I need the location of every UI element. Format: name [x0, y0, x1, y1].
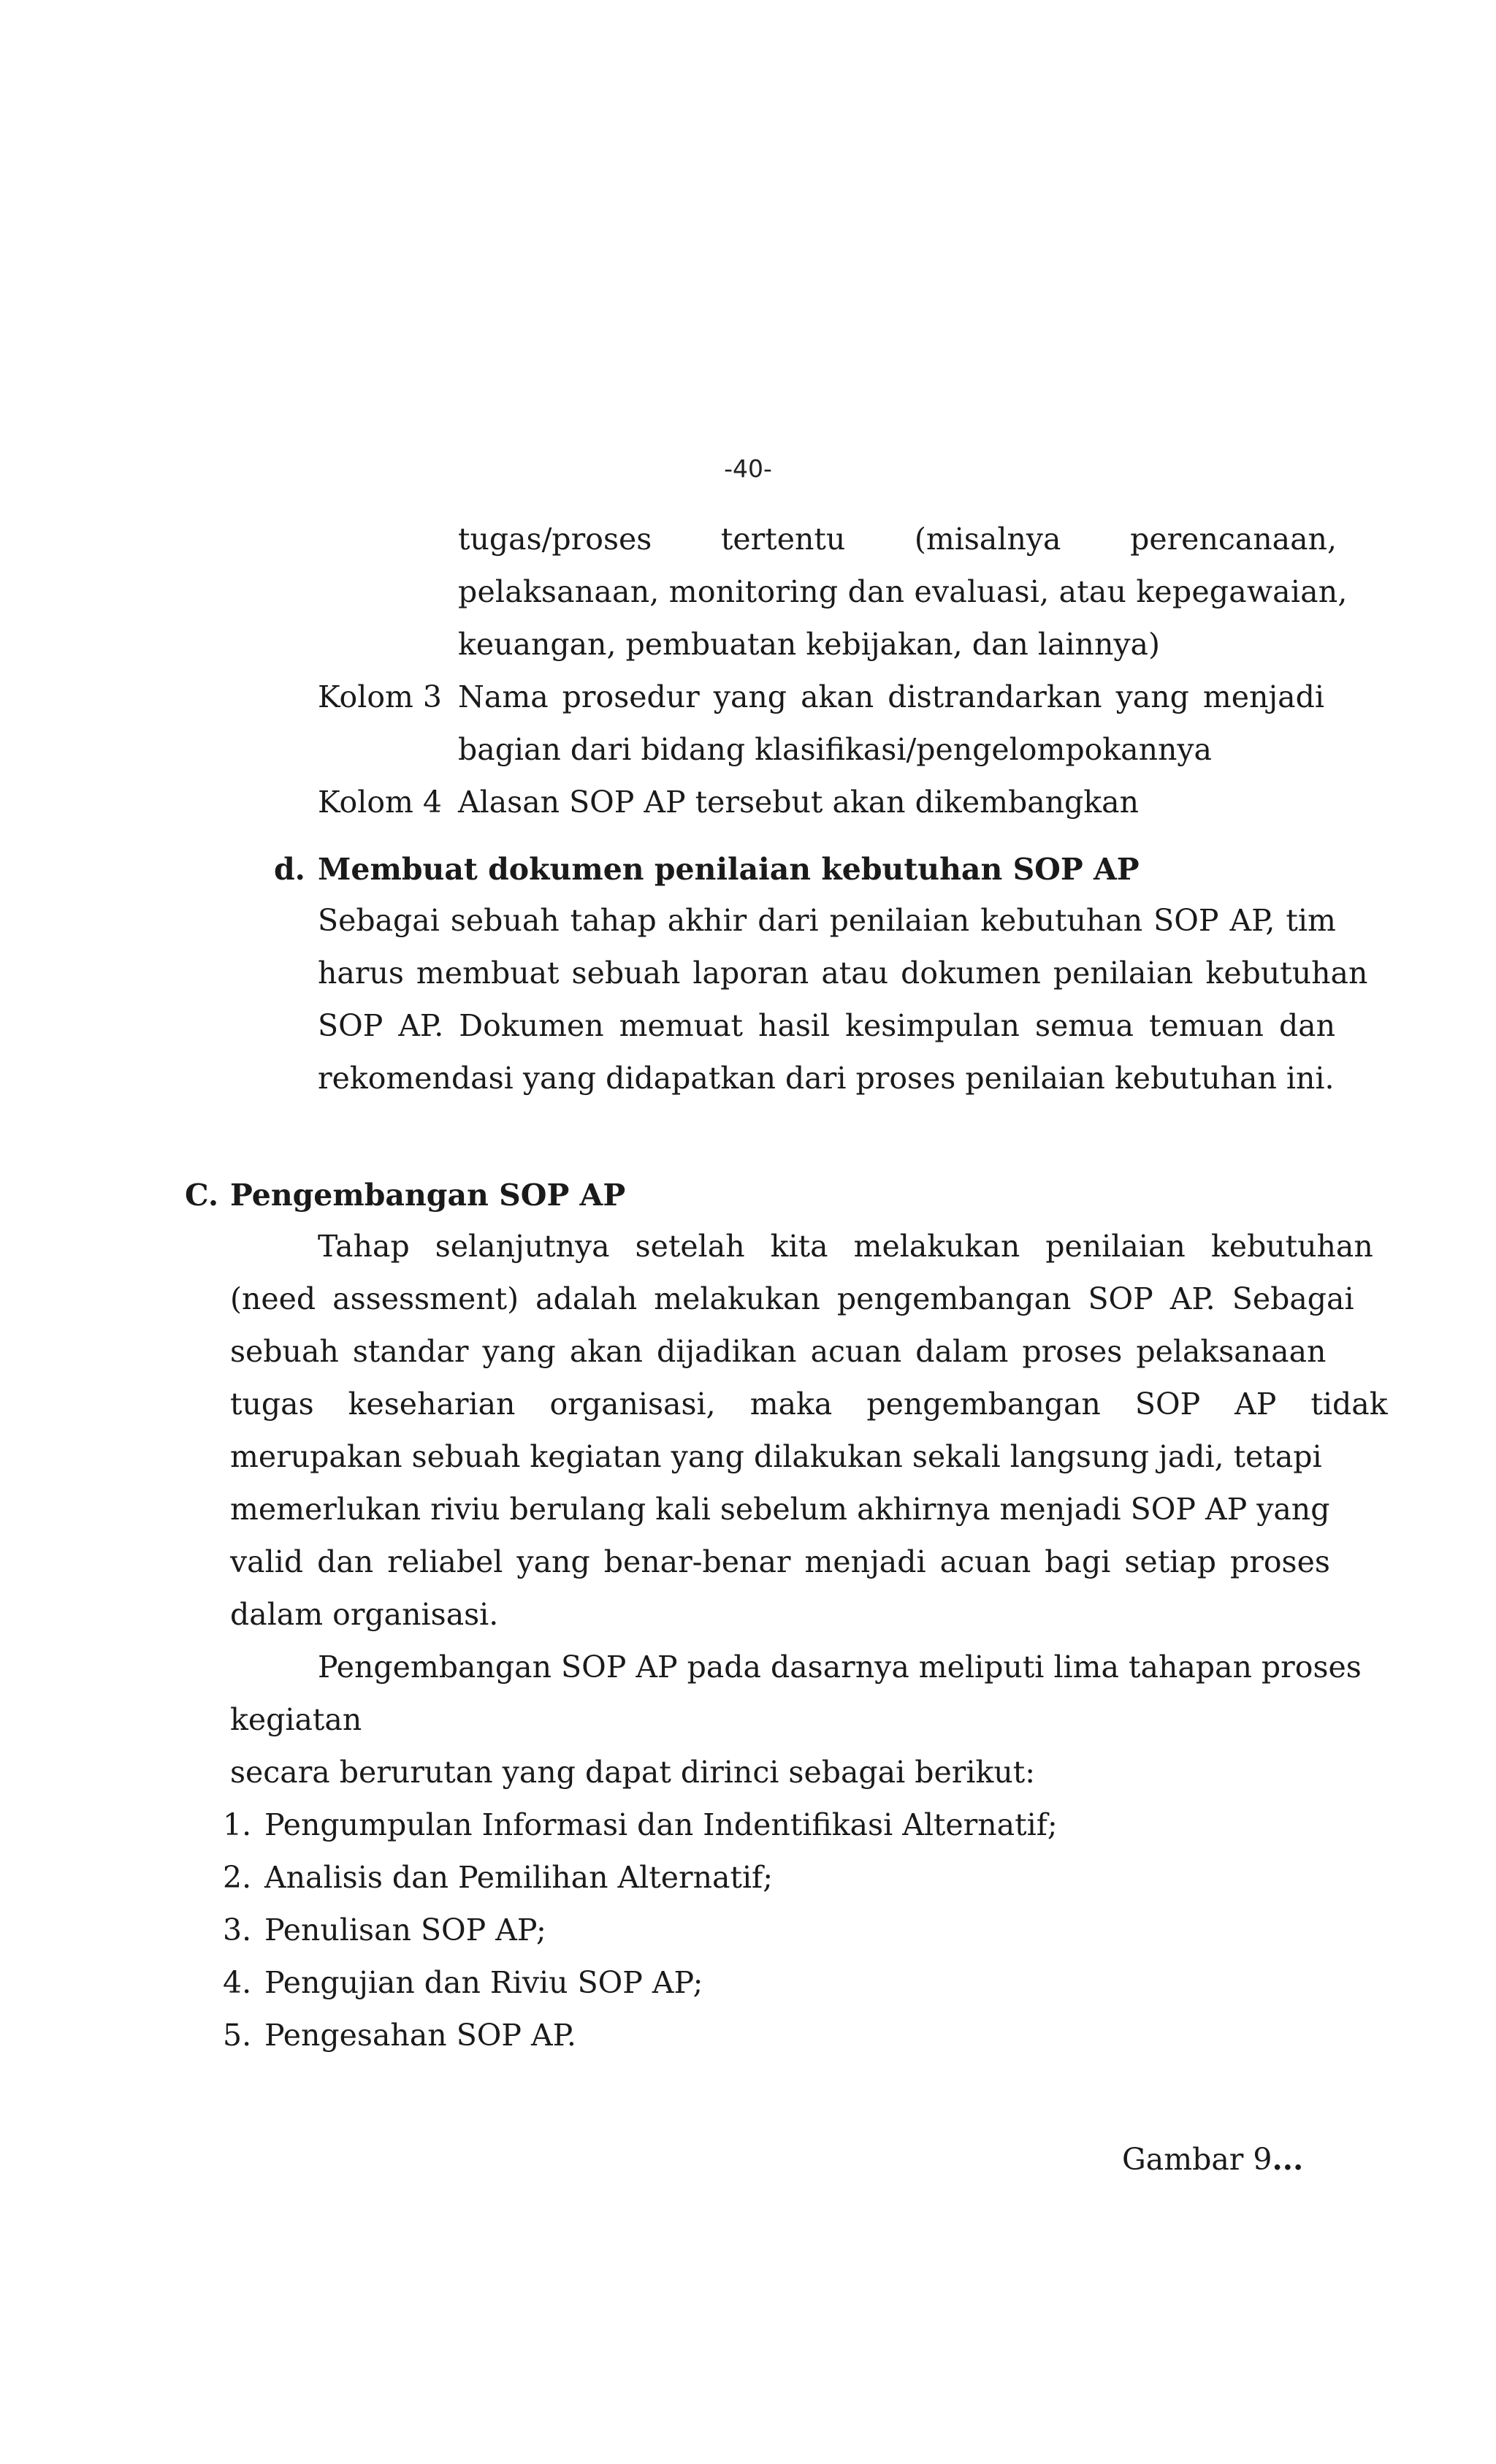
section-d-heading: Membuat dokumen penilaian kebutuhan SOP AP — [318, 852, 1140, 887]
word: tugas/proses — [458, 522, 652, 557]
section-c-para2-line-2: kegiatan — [230, 1702, 362, 1737]
kolom-4-desc: Alasan SOP AP tersebut akan dikembangkan — [458, 785, 1139, 820]
footer-catchword — [1122, 2142, 1304, 2177]
list-item-number: 4. — [223, 1965, 252, 2000]
kolom-3-desc-line-2: bagian dari bidang klasifikasi/pengelompokannya — [458, 732, 1212, 767]
section-c-para1-line-2: (need assessment) adalah melakukan pengembangan SOP AP. Sebagai — [230, 1281, 1354, 1316]
section-d-line-1: Sebagai sebuah tahap akhir dari penilaian kebutuhan SOP AP, tim — [318, 903, 1336, 938]
section-c-para1-line-4: tugas keseharian organisasi, maka pengembangan SOP AP tidak — [230, 1387, 1388, 1422]
footer-ellipsis: ... — [1272, 2142, 1304, 2177]
page-number: -40- — [724, 454, 772, 483]
section-c-para1-line-6: memerlukan riviu berulang kali sebelum akhirnya menjadi SOP AP yang — [230, 1492, 1330, 1527]
list-item-number: 3. — [223, 1912, 252, 1948]
continuation-line-3: keuangan, pembuatan kebijakan, dan lainnya) — [458, 627, 1160, 662]
section-d-marker: d. — [274, 852, 305, 887]
word: tertentu — [720, 522, 846, 557]
section-c-para1-line-1: Tahap selanjutnya setelah kita melakukan penilaian kebutuhan — [318, 1229, 1373, 1264]
word: (misalnya — [914, 522, 1061, 557]
list-item: Penulisan SOP AP; — [264, 1912, 546, 1948]
list-item: Pengumpulan Informasi dan Indentifikasi Alternatif; — [264, 1807, 1058, 1842]
section-d-line-2: harus membuat sebuah laporan atau dokumen penilaian kebutuhan — [318, 956, 1368, 991]
footer-text: Gambar 9 — [1122, 2142, 1272, 2177]
section-c-para2-line-3: secara berurutan yang dapat dirinci sebagai berikut: — [230, 1755, 1036, 1790]
kolom-3-label: Kolom 3 — [318, 679, 443, 714]
word: perencanaan, — [1130, 522, 1337, 557]
section-c-heading: Pengembangan SOP AP — [230, 1178, 626, 1213]
list-item-number: 5. — [223, 2018, 252, 2053]
list-item-number: 1. — [223, 1807, 252, 1842]
kolom-3-desc-line-1: Nama prosedur yang akan distrandarkan yang menjadi — [458, 679, 1324, 714]
list-item: Analisis dan Pemilihan Alternatif; — [264, 1860, 774, 1895]
section-c-marker: C. — [185, 1178, 219, 1213]
kolom-4-label: Kolom 4 — [318, 785, 443, 820]
list-item: Pengesahan SOP AP. — [264, 2018, 576, 2053]
list-item-number: 2. — [223, 1860, 252, 1895]
section-d-line-3: SOP AP. Dokumen memuat hasil kesimpulan semua temuan dan — [318, 1008, 1336, 1043]
continuation-line-1 — [458, 522, 1337, 557]
section-c-para2-line-1: Pengembangan SOP AP pada dasarnya meliputi lima tahapan proses — [318, 1649, 1362, 1685]
section-c-para1-line-8: dalam organisasi. — [230, 1597, 499, 1632]
section-d-line-4: rekomendasi yang didapatkan dari proses penilaian kebutuhan ini. — [318, 1061, 1335, 1096]
continuation-line-2: pelaksanaan, monitoring dan evaluasi, atau kepegawaian, — [458, 574, 1348, 609]
section-c-para1-line-5: merupakan sebuah kegiatan yang dilakukan sekali langsung jadi, tetapi — [230, 1439, 1322, 1474]
section-c-para1-line-7: valid dan reliabel yang benar-benar menjadi acuan bagi setiap proses — [230, 1544, 1330, 1579]
section-c-para1-line-3: sebuah standar yang akan dijadikan acuan dalam proses pelaksanaan — [230, 1334, 1327, 1369]
list-item: Pengujian dan Riviu SOP AP; — [264, 1965, 703, 2000]
